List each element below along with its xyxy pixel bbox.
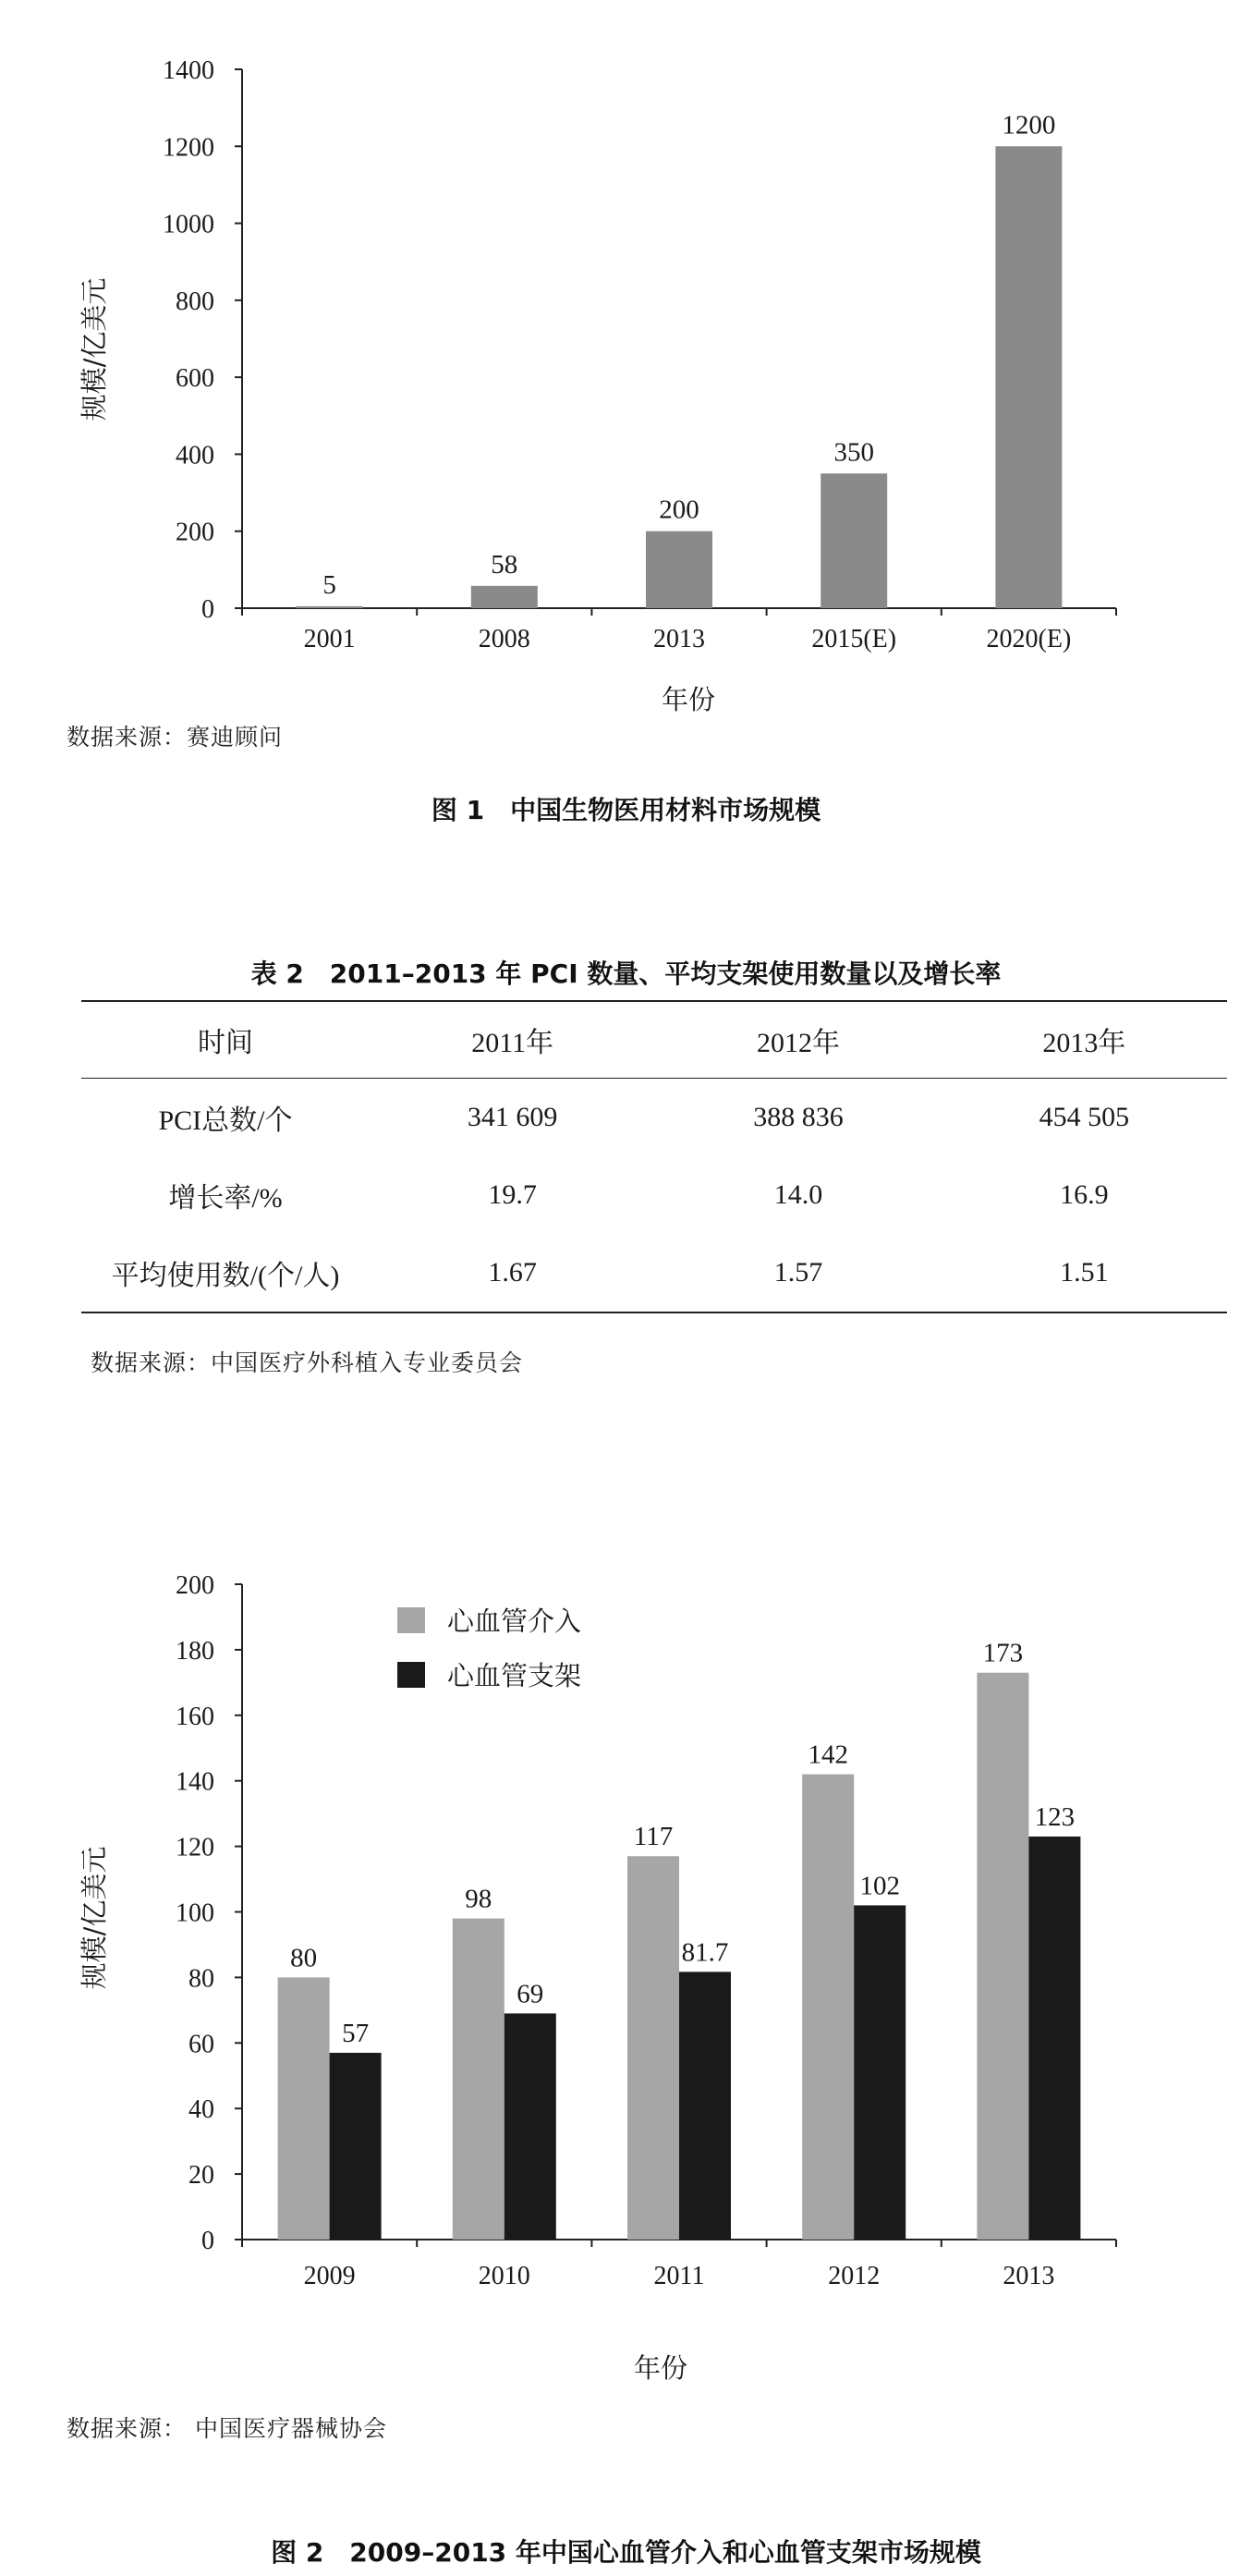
y-tick-label: 120	[176, 1833, 214, 1862]
bar-interventional	[278, 1977, 330, 2240]
y-tick-label: 1000	[163, 210, 214, 239]
table-cell: 1.57	[655, 1234, 941, 1312]
x-tick-label: 2001	[303, 625, 356, 653]
bar-value-label: 5	[322, 569, 336, 600]
x-tick-label: 2013	[1003, 2262, 1055, 2290]
bar-stent	[679, 1972, 731, 2240]
table-header-cell: 2013年	[942, 1001, 1227, 1079]
x-tick-label: 2013	[653, 625, 705, 653]
table-row	[81, 1234, 1227, 1312]
bar-stent	[504, 2013, 556, 2240]
table-cell: 1.67	[370, 1234, 655, 1312]
bar-value-label-interventional: 80	[290, 1943, 318, 1973]
y-tick-label: 100	[176, 1898, 214, 1928]
bar	[471, 586, 538, 608]
y-tick-label: 400	[176, 441, 214, 470]
y-tick-label: 0	[201, 2227, 214, 2255]
figure2-legend	[397, 1605, 581, 1691]
bar-interventional	[977, 1673, 1028, 2240]
y-tick-label: 0	[201, 595, 214, 624]
figure1-x-ticks	[242, 608, 1116, 653]
x-tick-label: 2009	[303, 2262, 356, 2290]
figure1-y-ticks	[163, 56, 242, 624]
figure2-caption: 图 2 2009–2013 年中国心血管介入和心血管支架市场规模	[271, 2537, 981, 2568]
figure2-y-axis-label: 规模/亿美元	[79, 1846, 110, 1990]
bar-interventional	[453, 1919, 504, 2240]
bar-value-label-interventional: 117	[633, 1822, 674, 1852]
table-cell: 454 505	[1039, 1102, 1130, 1132]
y-tick-label: 200	[176, 518, 214, 547]
y-tick-label: 800	[176, 287, 214, 316]
table-header-row	[81, 1001, 1227, 1079]
table-cell: PCI总数/个	[158, 1105, 293, 1136]
x-tick-label: 2012	[828, 2262, 881, 2290]
x-tick-label: 2008	[478, 625, 530, 653]
figure1-y-axis-label: 规模/亿美元	[79, 277, 110, 421]
table-header-cell: 时间	[81, 1001, 370, 1079]
y-tick-label: 80	[188, 1964, 214, 1994]
x-tick-label: 2020(E)	[986, 625, 1072, 653]
y-tick-label: 140	[176, 1767, 214, 1797]
figure2-source-note: 数据来源： 中国医疗器械协会	[67, 2415, 387, 2442]
bar-value-label-stent: 123	[1034, 1801, 1076, 1832]
bar-value-label-interventional: 173	[982, 1638, 1024, 1668]
table2-source-note: 数据来源：中国医疗外科植入专业委员会	[91, 1349, 524, 1376]
y-tick-label: 40	[188, 2095, 214, 2125]
bar-value-label-stent: 102	[859, 1871, 900, 1901]
figure2-y-ticks	[176, 1571, 242, 2255]
x-tick-label: 2011	[653, 2262, 705, 2290]
figure1-data-labels	[322, 110, 1055, 600]
figure1-bars	[297, 146, 1063, 608]
bar	[646, 531, 712, 608]
bar-value-label-stent: 57	[342, 2018, 370, 2048]
bar-stent	[330, 2053, 382, 2240]
table-cell: 平均使用数/(个/人)	[81, 1234, 370, 1312]
x-tick-label: 2015(E)	[811, 625, 897, 653]
bar	[297, 606, 363, 608]
y-tick-label: 600	[176, 364, 214, 394]
table-cell: 19.7	[488, 1179, 537, 1210]
y-tick-label: 200	[176, 1571, 214, 1600]
table-cell: 388 836	[753, 1102, 844, 1132]
figure1-chart	[0, 0, 1252, 730]
bar-value-label: 350	[833, 437, 874, 468]
table-row	[81, 1156, 1227, 1234]
table-cell: 341 609	[467, 1102, 558, 1132]
figure1-x-axis-label: 年份	[661, 684, 716, 715]
table-row	[81, 1079, 1227, 1157]
legend-label-interventional: 心血管介入	[447, 1605, 582, 1637]
bar-value-label: 1200	[1002, 110, 1056, 140]
table-cell: 增长率/%	[168, 1183, 283, 1214]
x-tick-label: 2010	[478, 2262, 530, 2290]
bar-interventional	[802, 1775, 854, 2240]
table-header-cell: 2011年	[370, 1001, 655, 1079]
bar-stent	[1028, 1837, 1080, 2240]
figure1-source-note: 数据来源：赛迪顾问	[67, 724, 284, 751]
legend-swatch-stent	[397, 1662, 425, 1688]
table2	[81, 1000, 1227, 1313]
figure2-x-axis-label: 年份	[633, 2352, 688, 2384]
bar	[995, 146, 1062, 608]
y-tick-label: 1400	[163, 56, 214, 85]
table-cell: 14.0	[773, 1179, 823, 1210]
table-header-cell: 2012年	[655, 1001, 941, 1079]
table-cell: 16.9	[1060, 1179, 1109, 1210]
figure2-x-ticks	[242, 2240, 1116, 2290]
y-tick-label: 1200	[163, 133, 214, 163]
bar-value-label-interventional: 142	[808, 1740, 848, 1770]
y-tick-label: 180	[176, 1636, 214, 1666]
bar-stent	[854, 1905, 906, 2240]
bar-value-label-stent: 69	[517, 1979, 544, 2009]
table-cell: 1.51	[942, 1234, 1227, 1312]
figure1-caption: 图 1 中国生物医用材料市场规模	[431, 795, 821, 825]
y-tick-label: 160	[176, 1702, 214, 1731]
figure2-chart	[0, 1534, 1252, 2403]
table2-caption: 表 2 2011–2013 年 PCI 数量、平均支架使用数量以及增长率	[250, 958, 1002, 989]
figure1-axes	[242, 69, 1116, 608]
bar	[820, 473, 887, 608]
bar-value-label: 58	[491, 549, 518, 580]
bar-value-label: 200	[659, 494, 699, 525]
bar-interventional	[627, 1856, 679, 2240]
bar-value-label-stent: 81.7	[681, 1937, 729, 1968]
y-tick-label: 20	[188, 2161, 214, 2191]
y-tick-label: 60	[188, 2030, 214, 2059]
legend-label-stent: 心血管支架	[447, 1660, 582, 1691]
figure2-bars	[278, 1673, 1081, 2240]
legend-swatch-interventional	[397, 1607, 425, 1633]
bar-value-label-interventional: 98	[465, 1884, 492, 1914]
